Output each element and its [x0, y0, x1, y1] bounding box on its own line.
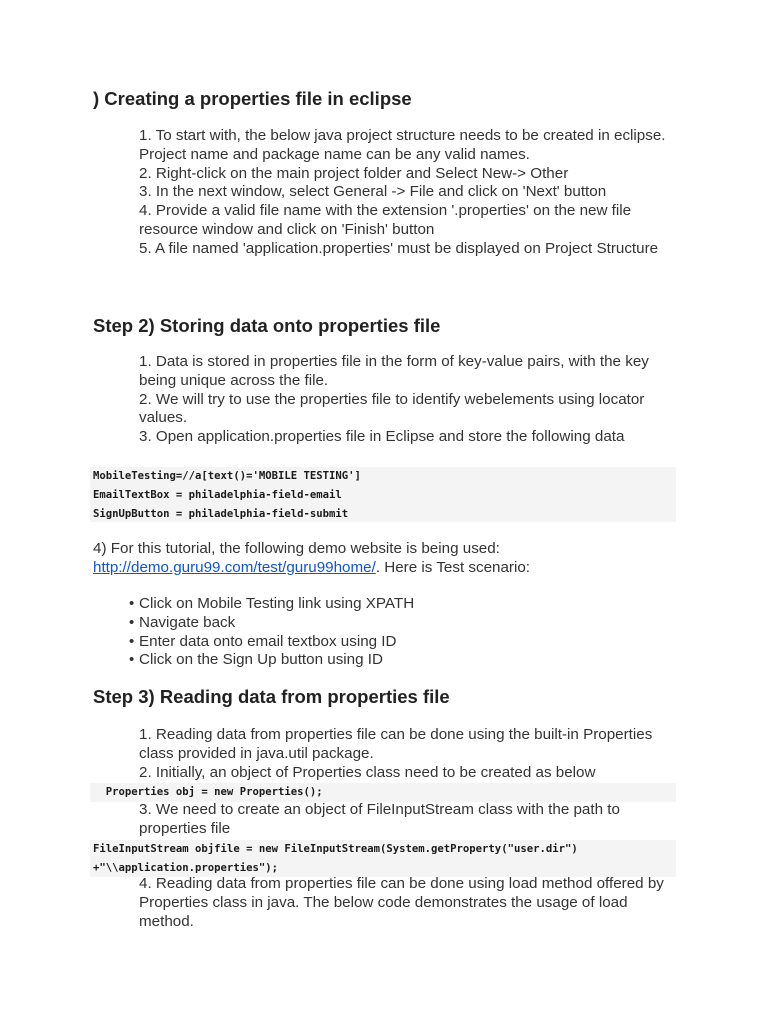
- list-item: 2. We will try to use the properties file to identify webelements using locator values.: [139, 390, 645, 427]
- list-item: 3. Open application.properties file in Eclipse and store the following data: [139, 428, 625, 446]
- bullet-icon: •: [129, 613, 135, 631]
- list-item: 5. A file named 'application.properties' must be displayed on Project Structure: [139, 239, 659, 257]
- fileinputstream-code: [90, 840, 676, 877]
- code-line: MobileTesting=//a[text()='MOBILE TESTING']: [93, 470, 361, 482]
- list-item: 4. Reading data from properties file can be done using load method offered by Properties class in java. The below code demonstrates the usage of load method.: [139, 875, 664, 930]
- list-item: 3. We need to create an object of FileInputStream class with the path to properties file: [139, 801, 620, 837]
- section3-steps-list-a: [139, 726, 679, 782]
- intro-text: 4) For this tutorial, the following demo website is being used:: [93, 540, 500, 557]
- code-line: SignUpButton = philadelphia-field-submit: [93, 508, 349, 520]
- section3-steps-list-b: [139, 801, 679, 839]
- list-item: 1. Data is stored in properties file in the form of key-value pairs, with the key being unique across the file.: [139, 353, 649, 389]
- code-line: EmailTextBox = philadelphia-field-email: [93, 489, 342, 501]
- list-item: • Click on the Sign Up button using ID: [129, 651, 383, 669]
- section3-steps-list-c: [139, 875, 679, 931]
- bullet-icon: •: [129, 651, 135, 669]
- list-item: • Enter data onto email textbox using ID: [129, 632, 397, 650]
- properties-code-block: [90, 467, 676, 522]
- bullet-icon: •: [129, 632, 135, 650]
- section3-heading: Step 3) Reading data from properties file: [93, 686, 450, 707]
- list-item: 2. Right-click on the main project folder and Select New-> Other: [139, 164, 569, 182]
- list-item: 2. Initially, an object of Properties class need to be created as below: [139, 763, 596, 781]
- test-scenario-list: [129, 595, 699, 670]
- intro-text-after: . Here is Test scenario:: [375, 558, 531, 576]
- list-item: • Navigate back: [129, 613, 236, 631]
- code-line: +"\\application.properties");: [93, 862, 278, 874]
- section1-steps-list: [139, 127, 679, 259]
- section2-steps-list: [139, 353, 679, 447]
- code-line: FileInputStream objfile = new FileInputStream(System.getProperty("user.dir"): [93, 843, 578, 855]
- list-item: • Click on Mobile Testing link using XPATH: [129, 595, 415, 612]
- properties-object-code: Properties obj = new Properties();: [90, 783, 676, 802]
- list-item: 4. Provide a valid file name with the extension '.properties' on the new file resource window and click on 'Finish' button: [139, 202, 632, 238]
- list-item: 3. In the next window, select General -> File and click on 'Next' button: [139, 183, 607, 201]
- demo-website-link[interactable]: http://demo.guru99.com/test/guru99home/: [93, 558, 376, 576]
- list-item: 1. To start with, the below java project structure needs to be created in eclipse. Project name and package name can be any valid names.: [139, 127, 666, 163]
- section1-heading: ) Creating a properties file in eclipse: [93, 88, 412, 109]
- bullet-icon: •: [129, 595, 135, 612]
- section2-heading: Step 2) Storing data onto properties file: [93, 315, 441, 336]
- list-item: 1. Reading data from properties file can be done using the built-in Properties class provided in java.util package.: [139, 726, 653, 762]
- demo-website-paragraph: [93, 540, 673, 578]
